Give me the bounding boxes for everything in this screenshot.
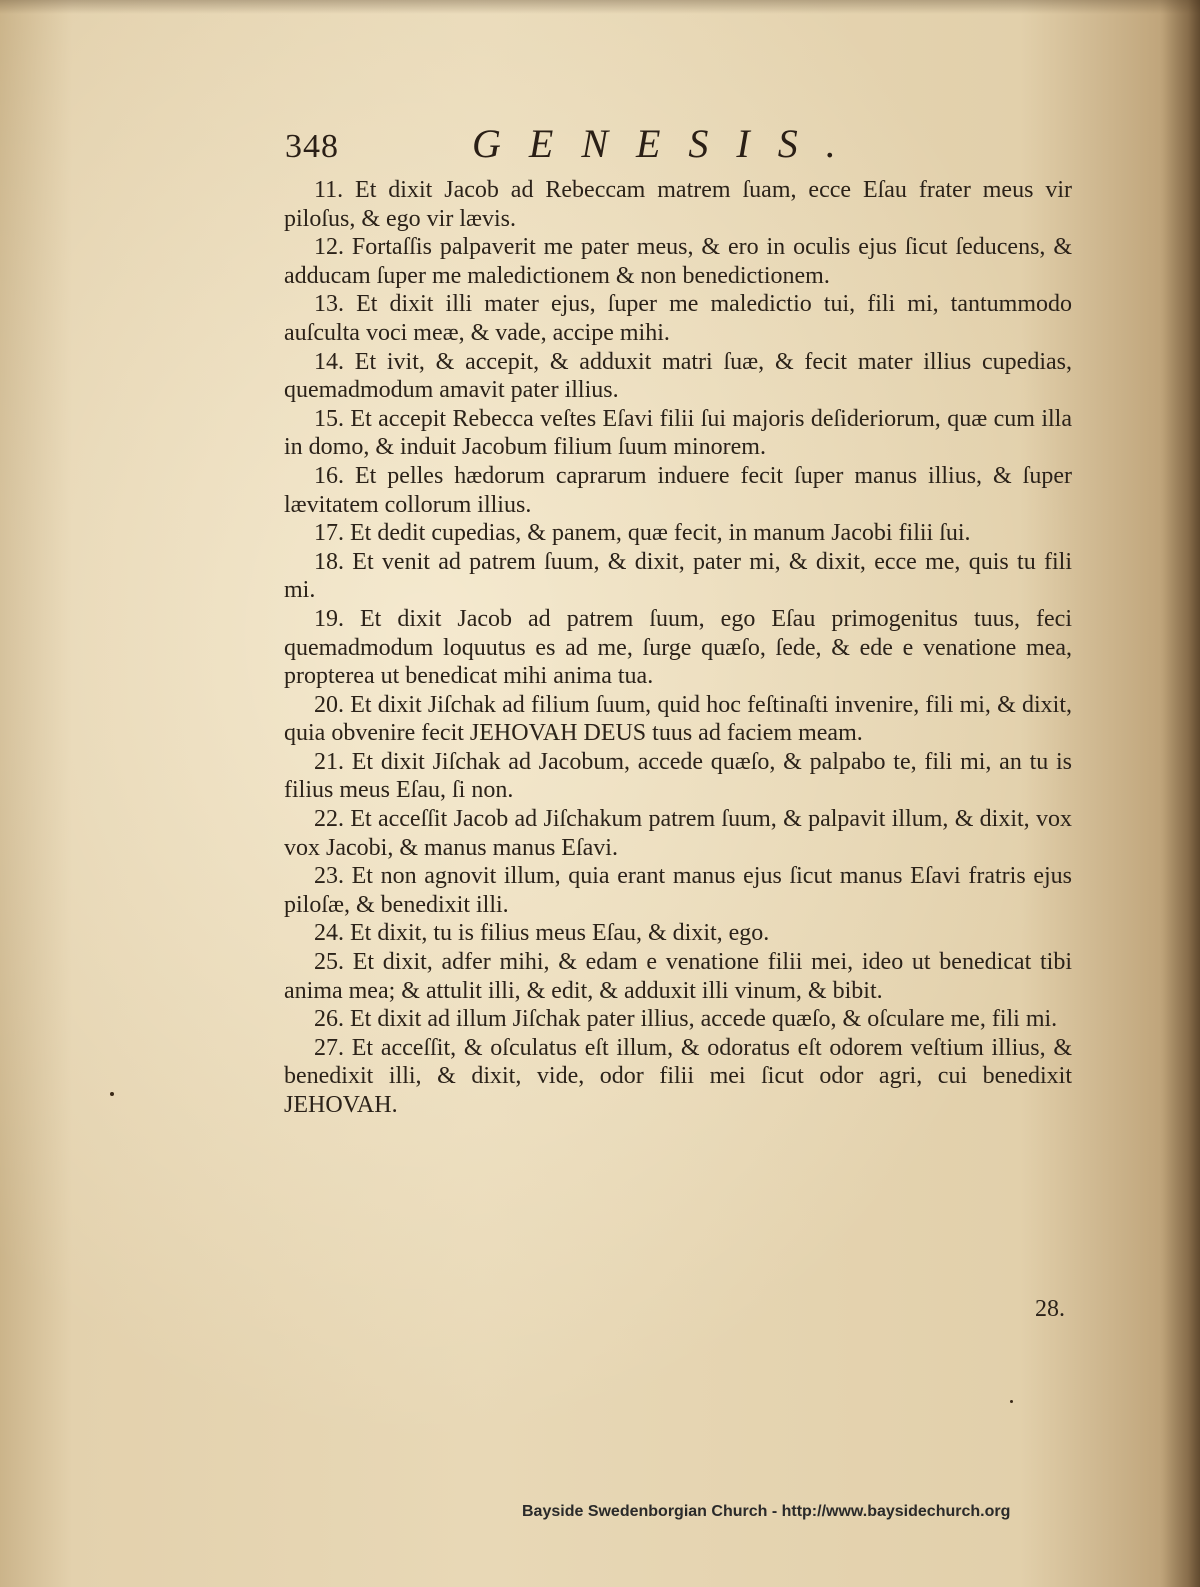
- verse-13: 13. Et dixit illi mater ejus, ſuper me maledictio tui, fili mi, tantummodo auſculta voci meæ, & vade, accipe mihi.: [284, 291, 1072, 346]
- verse-11: 11. Et dixit Jacob ad Rebeccam matrem ſuam, ecce Eſau frater meus vir piloſus, & ego vir lævis.: [284, 177, 1072, 232]
- verse-12: 12. Fortaſſis palpaverit me pater meus, & ero in oculis ejus ſicut ſeducens, & adducam ſuper me maledictionem & non benedictionem.: [284, 234, 1072, 289]
- verse-25: 25. Et dixit, adfer mihi, & edam e venatione filii mei, ideo ut benedicat tibi anima mea; & attulit illi, & edit, & adduxit illi vinum, & bibit.: [284, 949, 1072, 1004]
- page-top-edge: [0, 0, 1200, 14]
- page-gutter-shadow: [1160, 0, 1200, 1587]
- verse-24: 24. Et dixit, tu is filius meus Eſau, & dixit, ego.: [314, 920, 770, 947]
- running-title: GENESIS.: [472, 121, 864, 166]
- verse-19: 19. Et dixit Jacob ad patrem ſuum, ego Eſau primogenitus tuus, feci quemadmodum loquutus es ad me, ſurge quæſo, ſede, & ede e venatione mea, propterea ut benedicat mihi anima tua.: [284, 605, 1072, 690]
- verse-text-block: [284, 176, 1072, 1120]
- verse-21: 21. Et dixit Jiſchak ad Jacobum, accede quæſo, & palpabo te, fili mi, an tu is filius meus Eſau, ſi non.: [284, 748, 1072, 804]
- catchword: 28.: [1035, 1296, 1065, 1322]
- verse-15: 15. Et accepit Rebecca veſtes Eſavi filii ſui majoris deſideriorum, quæ cum illa in domo, & induit Jacobum filium ſuum minorem.: [284, 405, 1072, 461]
- verse-18: 18. Et venit ad patrem ſuum, & dixit, pater mi, & dixit, ecce me, quis tu fili mi.: [284, 548, 1072, 604]
- verse-20: 20. Et dixit Jiſchak ad filium ſuum, quid hoc feſtinaſti invenire, fili mi, & dixit, quia obvenire fecit JEHOVAH DEUS tuus ad faciem meam.: [284, 691, 1072, 747]
- verse-14: 14. Et ivit, & accepit, & adduxit matri ſuæ, & fecit mater illius cupedias, quemadmodum amavit pater illius.: [284, 348, 1072, 404]
- paper-speck: [110, 1092, 114, 1096]
- verse-17: 17. Et dedit cupedias, & panem, quæ fecit, in manum Jacobi filii ſui.: [314, 520, 971, 547]
- watermark-text: Bayside Swedenborgian Church - http://www.baysidechurch.org: [522, 1503, 1011, 1520]
- verse-16: 16. Et pelles hædorum caprarum induere fecit ſuper manus illius, & ſuper lævitatem collorum illius.: [284, 462, 1072, 518]
- verse-23: 23. Et non agnovit illum, quia erant manus ejus ſicut manus Eſavi fratris ejus piloſæ, & benedixit illi.: [284, 863, 1072, 918]
- verse-26: 26. Et dixit ad illum Jiſchak pater illius, accede quæſo, & oſculare me, fili mi.: [314, 1006, 1058, 1033]
- page-number: 348: [285, 128, 339, 165]
- verse-27: 27. Et acceſſit, & oſculatus eſt illum, & odoratus eſt odorem veſtium illius, & benedixit illi, & dixit, vide, odor filii mei ſicut odor agri, cui benedixit JEHOVAH.: [284, 1034, 1072, 1118]
- verse-22: 22. Et acceſſit Jacob ad Jiſchakum patrem ſuum, & palpavit illum, & dixit, vox vox Jacobi, & manus manus Eſavi.: [284, 806, 1072, 861]
- paper-speck: [1010, 1400, 1013, 1403]
